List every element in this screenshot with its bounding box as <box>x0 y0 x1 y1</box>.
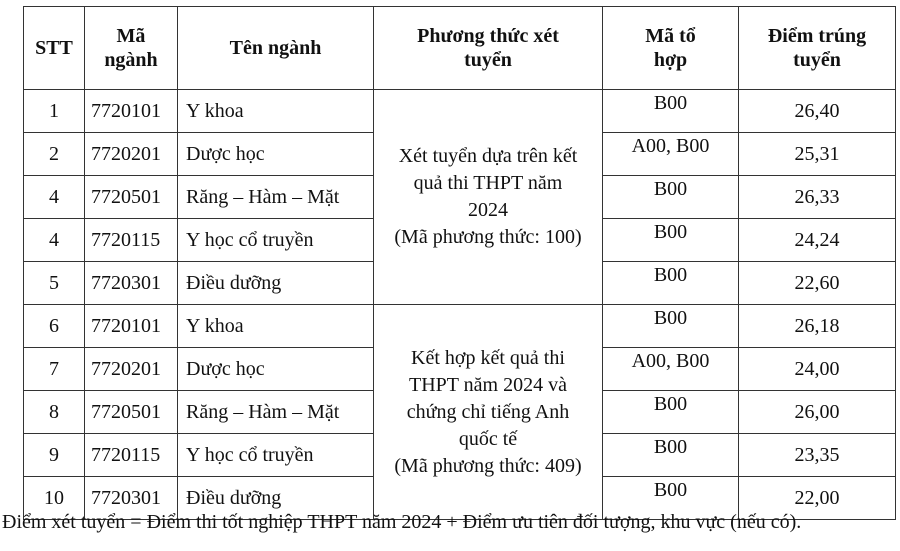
method-line: (Mã phương thức: 100) <box>394 226 582 248</box>
header-score-line1: Điểm trúng <box>767 25 867 47</box>
header-code <box>85 7 178 90</box>
major-name-cell: Y khoa <box>178 90 374 133</box>
table-row <box>24 305 896 348</box>
major-code-cell: 7720301 <box>85 477 178 520</box>
major-code-cell: 7720501 <box>85 391 178 434</box>
method-line: quả thi THPT năm <box>413 172 563 194</box>
method-line: (Mã phương thức: 409) <box>394 454 582 477</box>
method-line: THPT năm 2024 và <box>409 373 567 396</box>
major-name-cell: Y khoa <box>178 305 374 348</box>
stt-cell: 2 <box>24 133 85 176</box>
major-code-cell: 7720115 <box>85 434 178 477</box>
method-line: Kết hợp kết quả thi <box>411 346 565 369</box>
major-name-cell: Răng – Hàm – Mặt <box>178 176 374 219</box>
header-name-text: Tên ngành <box>229 37 322 59</box>
stt-cell: 8 <box>24 391 85 434</box>
table-body <box>24 90 896 520</box>
major-name-cell: Y học cổ truyền <box>178 219 374 262</box>
score-cell: 25,31 <box>739 133 896 176</box>
score-cell: 26,40 <box>739 90 896 133</box>
major-code-cell: 7720301 <box>85 262 178 305</box>
major-name-cell: Dược học <box>178 348 374 391</box>
major-name-cell: Y học cổ truyền <box>178 434 374 477</box>
major-code-cell: 7720101 <box>85 90 178 133</box>
footnote: Điểm xét tuyển = Điểm thi tốt nghiệp THPT năm 2024 + Điểm ưu tiên đối tượng, khu vực (nếu có). <box>2 511 802 533</box>
score-cell: 26,18 <box>739 305 896 348</box>
combo-cell: B00 <box>603 477 739 520</box>
method-line: 2024 <box>468 199 508 221</box>
admission-scores-table <box>23 6 896 520</box>
major-code-cell: 7720201 <box>85 348 178 391</box>
header-row <box>24 7 896 90</box>
combo-cell: B00 <box>603 391 739 434</box>
header-method-line2: tuyển <box>464 49 512 71</box>
major-code-cell: 7720501 <box>85 176 178 219</box>
header-stt <box>24 7 85 90</box>
header-code-line1: Mã <box>116 25 146 47</box>
combo-cell: B00 <box>603 305 739 348</box>
major-name-cell: Dược học <box>178 133 374 176</box>
method-line: Xét tuyển dựa trên kết <box>398 145 578 167</box>
score-cell: 24,24 <box>739 219 896 262</box>
stt-cell: 9 <box>24 434 85 477</box>
stt-cell: 1 <box>24 90 85 133</box>
header-score-line2: tuyển <box>793 49 841 71</box>
method-cell-409 <box>374 305 603 520</box>
score-cell: 22,60 <box>739 262 896 305</box>
major-name-cell: Điều dưỡng <box>178 477 374 520</box>
stt-cell: 4 <box>24 219 85 262</box>
method-cell-100 <box>374 90 603 305</box>
major-name-cell: Răng – Hàm – Mặt <box>178 391 374 434</box>
header-code-line2: ngành <box>104 49 158 71</box>
header-stt-text: STT <box>35 37 73 59</box>
score-cell: 23,35 <box>739 434 896 477</box>
header-method <box>374 7 603 90</box>
stt-cell: 4 <box>24 176 85 219</box>
major-code-cell: 7720101 <box>85 305 178 348</box>
method-line: chứng chỉ tiếng Anh <box>406 400 570 423</box>
header-combo-line2: hợp <box>653 49 688 71</box>
combo-cell: B00 <box>603 262 739 305</box>
header-name <box>178 7 374 90</box>
combo-cell: B00 <box>603 90 739 133</box>
stt-cell: 5 <box>24 262 85 305</box>
table-header <box>24 7 896 90</box>
stt-cell: 6 <box>24 305 85 348</box>
score-cell: 26,33 <box>739 176 896 219</box>
header-score <box>739 7 896 90</box>
major-name-cell: Điều dưỡng <box>178 262 374 305</box>
score-cell: 22,00 <box>739 477 896 520</box>
header-combo <box>603 7 739 90</box>
combo-cell: B00 <box>603 176 739 219</box>
stt-cell: 7 <box>24 348 85 391</box>
score-cell: 26,00 <box>739 391 896 434</box>
header-combo-line1: Mã tổ <box>645 25 696 47</box>
combo-cell: A00, B00 <box>603 348 739 391</box>
table-row <box>24 90 896 133</box>
score-cell: 24,00 <box>739 348 896 391</box>
header-method-line1: Phương thức xét <box>417 25 559 47</box>
major-code-cell: 7720115 <box>85 219 178 262</box>
major-code-cell: 7720201 <box>85 133 178 176</box>
combo-cell: B00 <box>603 219 739 262</box>
combo-cell: B00 <box>603 434 739 477</box>
combo-cell: A00, B00 <box>603 133 739 176</box>
method-line: quốc tế <box>458 427 518 450</box>
stt-cell: 10 <box>24 477 85 520</box>
